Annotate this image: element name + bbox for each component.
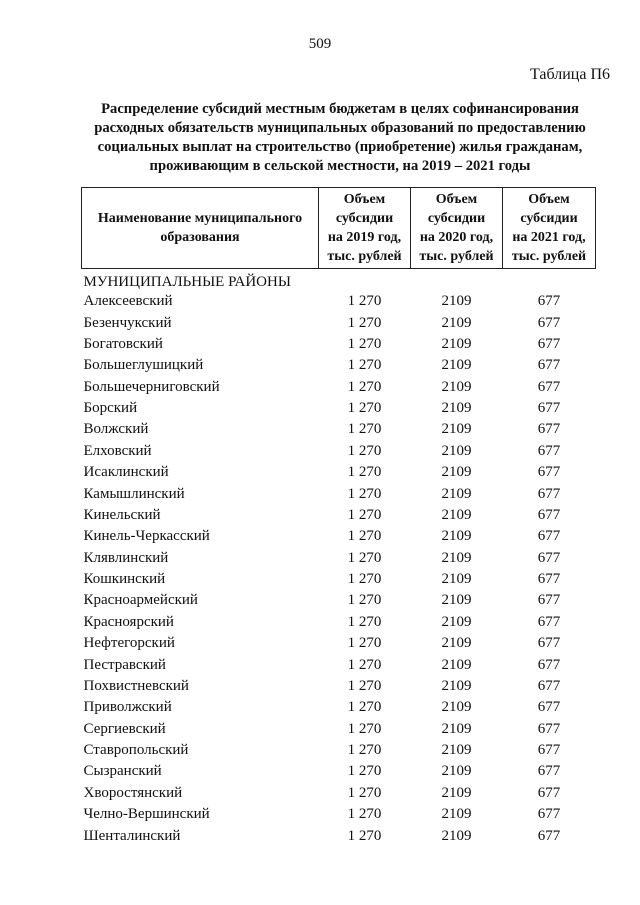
table-row <box>82 783 596 804</box>
subsidy-2019-cell: 1 270 <box>347 528 382 545</box>
municipality-name-cell: Красноармейский <box>83 592 198 609</box>
subsidy-2021-cell: 677 <box>537 421 561 438</box>
subsidy-2021-cell: 677 <box>537 335 561 352</box>
subsidy-2021-cell: 677 <box>537 763 561 780</box>
subsidy-2020-cell: 2109 <box>441 742 472 759</box>
subsidy-2020-cell: 2109 <box>441 442 472 459</box>
subsidy-2020-cell: 2109 <box>441 485 472 502</box>
header-text: субсидии <box>520 211 578 226</box>
table-caption: Таблица П6 <box>530 66 610 83</box>
subsidy-2021-cell: 677 <box>537 293 561 310</box>
subsidy-2020-cell: 2109 <box>441 400 472 417</box>
subsidy-2021-cell: 677 <box>537 357 561 374</box>
subsidy-2020-cell: 2109 <box>441 378 472 395</box>
subsidy-2021-cell: 677 <box>537 656 561 673</box>
table-row <box>82 676 596 697</box>
table-row <box>82 633 596 654</box>
title-line: проживающим в сельской местности, на 2019 – 2021 годы <box>149 158 531 174</box>
subsidy-2020-cell: 2109 <box>441 827 472 844</box>
header-text: субсидии <box>335 211 394 226</box>
subsidy-2021-cell: 677 <box>537 742 561 759</box>
subsidy-2021-cell: 677 <box>537 314 561 331</box>
subsidy-2020-cell: 2109 <box>441 592 472 609</box>
subsidy-2019-cell: 1 270 <box>347 506 382 523</box>
municipality-name-cell: Ставропольский <box>83 742 189 759</box>
subsidy-2019-cell: 1 270 <box>347 763 382 780</box>
subsidy-2020-cell: 2109 <box>441 549 472 566</box>
subsidy-2019-cell: 1 270 <box>347 442 382 459</box>
section-title: МУНИЦИПАЛЬНЫЕ РАЙОНЫ <box>83 274 291 290</box>
municipality-name-cell: Кинельский <box>83 506 161 523</box>
subsidy-2020-cell: 2109 <box>441 784 472 801</box>
table-row <box>82 334 596 355</box>
municipality-name-cell: Алексеевский <box>83 293 173 310</box>
header-text: тыс. рублей <box>327 249 402 264</box>
subsidy-2021-cell: 677 <box>537 442 561 459</box>
subsidy-2019-cell: 1 270 <box>347 464 382 481</box>
table-row <box>82 719 596 740</box>
subsidy-2021-cell: 677 <box>537 613 561 630</box>
subsidy-2019-cell: 1 270 <box>347 549 382 566</box>
subsidy-2021-cell: 677 <box>537 400 561 417</box>
subsidy-2020-cell: 2109 <box>441 506 472 523</box>
header-text: Наименование муниципального <box>97 211 303 226</box>
subsidy-2021-cell: 677 <box>537 720 561 737</box>
table-header-row <box>82 188 596 269</box>
subsidy-2021-cell: 677 <box>537 571 561 588</box>
table-row <box>82 548 596 569</box>
header-text: Объем <box>343 192 386 207</box>
subsidy-table <box>81 187 596 847</box>
subsidy-2019-cell: 1 270 <box>347 720 382 737</box>
table-row <box>82 398 596 419</box>
table-row <box>82 697 596 718</box>
table-row <box>82 483 596 504</box>
title-line: Распределение субсидий местным бюджетам в целях софинансирования <box>101 101 579 117</box>
municipality-name-cell: Челно-Вершинский <box>83 806 210 823</box>
subsidy-2021-cell: 677 <box>537 592 561 609</box>
header-text: на 2019 год, <box>327 230 402 245</box>
title-line: социальных выплат на строительство (приобретение) жилья гражданам, <box>97 139 583 155</box>
title-line: расходных обязательств муниципальных образований по предоставлению <box>94 120 586 136</box>
subsidy-2020-cell: 2109 <box>441 677 472 694</box>
header-text: образования <box>160 230 240 245</box>
table-row <box>82 612 596 633</box>
header-municipality-name <box>82 188 319 269</box>
table-row <box>82 419 596 440</box>
municipality-name-cell: Сызранский <box>83 763 162 780</box>
subsidy-2021-cell: 677 <box>537 699 561 716</box>
subsidy-2019-cell: 1 270 <box>347 677 382 694</box>
subsidy-2021-cell: 677 <box>537 827 561 844</box>
subsidy-2019-cell: 1 270 <box>347 806 382 823</box>
municipality-name-cell: Богатовский <box>83 335 163 352</box>
subsidy-2019-cell: 1 270 <box>347 827 382 844</box>
municipality-name-cell: Приволжский <box>83 699 172 716</box>
header-text: Объем <box>435 192 478 207</box>
table-row <box>82 377 596 398</box>
table-row <box>82 526 596 547</box>
subsidy-2020-cell: 2109 <box>441 357 472 374</box>
municipality-name-cell: Исаклинский <box>83 464 169 481</box>
municipality-name-cell: Хворостянский <box>83 784 183 801</box>
subsidy-2020-cell: 2109 <box>441 656 472 673</box>
subsidy-2021-cell: 677 <box>537 506 561 523</box>
header-text: на 2021 год, <box>512 230 586 245</box>
municipality-name-cell: Камышлинский <box>83 485 185 502</box>
subsidy-2021-cell: 677 <box>537 485 561 502</box>
table-row <box>82 761 596 782</box>
subsidy-2021-cell: 677 <box>537 528 561 545</box>
subsidy-2021-cell: 677 <box>537 549 561 566</box>
subsidy-2020-cell: 2109 <box>441 335 472 352</box>
subsidy-2019-cell: 1 270 <box>347 335 382 352</box>
municipality-name-cell: Большеглушицкий <box>83 357 204 374</box>
subsidy-2020-cell: 2109 <box>441 720 472 737</box>
subsidy-2019-cell: 1 270 <box>347 656 382 673</box>
header-subsidy-2019 <box>319 188 411 269</box>
table-row <box>82 590 596 611</box>
subsidy-2021-cell: 677 <box>537 378 561 395</box>
subsidy-2019-cell: 1 270 <box>347 485 382 502</box>
subsidy-2019-cell: 1 270 <box>347 357 382 374</box>
header-text: тыс. рублей <box>419 249 494 264</box>
municipality-name-cell: Красноярский <box>83 613 174 630</box>
municipality-name-cell: Волжский <box>83 421 149 438</box>
municipality-name-cell: Пестравский <box>83 656 166 673</box>
table-row <box>82 441 596 462</box>
subsidy-2020-cell: 2109 <box>441 699 472 716</box>
municipality-name-cell: Борский <box>83 400 138 417</box>
header-text: Объем <box>528 192 570 207</box>
table-row <box>82 569 596 590</box>
subsidy-2019-cell: 1 270 <box>347 293 382 310</box>
subsidy-2020-cell: 2109 <box>441 421 472 438</box>
document-title <box>60 100 620 176</box>
table-row <box>82 654 596 675</box>
table-row <box>82 825 596 846</box>
subsidy-2019-cell: 1 270 <box>347 400 382 417</box>
subsidy-2019-cell: 1 270 <box>347 784 382 801</box>
subsidy-2020-cell: 2109 <box>441 613 472 630</box>
subsidy-2019-cell: 1 270 <box>347 635 382 652</box>
municipality-name-cell: Клявлинский <box>83 549 169 566</box>
subsidy-2020-cell: 2109 <box>441 528 472 545</box>
page-number: 509 <box>308 36 332 52</box>
section-row <box>82 269 596 292</box>
subsidy-2019-cell: 1 270 <box>347 378 382 395</box>
table-row <box>82 505 596 526</box>
header-text: тыс. рублей <box>511 249 587 264</box>
subsidy-2021-cell: 677 <box>537 677 561 694</box>
subsidy-2021-cell: 677 <box>537 464 561 481</box>
subsidy-2020-cell: 2109 <box>441 314 472 331</box>
municipality-name-cell: Кошкинский <box>83 571 166 588</box>
subsidy-2020-cell: 2109 <box>441 763 472 780</box>
municipality-name-cell: Похвистневский <box>83 677 189 694</box>
municipality-name-cell: Нефтегорский <box>83 635 175 652</box>
header-subsidy-2020 <box>411 188 503 269</box>
subsidy-2021-cell: 677 <box>537 806 561 823</box>
municipality-name-cell: Безенчукский <box>83 314 172 331</box>
subsidy-2019-cell: 1 270 <box>347 699 382 716</box>
subsidy-2020-cell: 2109 <box>441 806 472 823</box>
subsidy-2021-cell: 677 <box>537 784 561 801</box>
table-row <box>82 355 596 376</box>
header-text: на 2020 год, <box>419 230 494 245</box>
subsidy-2019-cell: 1 270 <box>347 592 382 609</box>
table-row <box>82 291 596 312</box>
subsidy-2019-cell: 1 270 <box>347 314 382 331</box>
subsidy-2019-cell: 1 270 <box>347 613 382 630</box>
table-row <box>82 312 596 333</box>
subsidy-2021-cell: 677 <box>537 635 561 652</box>
subsidy-2020-cell: 2109 <box>441 635 472 652</box>
municipality-name-cell: Елховский <box>83 442 152 459</box>
header-subsidy-2021 <box>503 188 596 269</box>
municipality-name-cell: Сергиевский <box>83 720 166 737</box>
subsidy-2020-cell: 2109 <box>441 293 472 310</box>
subsidy-2020-cell: 2109 <box>441 464 472 481</box>
table-row <box>82 740 596 761</box>
header-text: субсидии <box>427 211 486 226</box>
municipality-name-cell: Кинель-Черкасский <box>83 528 210 545</box>
subsidy-2019-cell: 1 270 <box>347 571 382 588</box>
subsidy-2019-cell: 1 270 <box>347 742 382 759</box>
table-row <box>82 462 596 483</box>
subsidy-2019-cell: 1 270 <box>347 421 382 438</box>
municipality-name-cell: Шенталинский <box>83 827 181 844</box>
municipality-name-cell: Большечерниговский <box>83 378 220 395</box>
table-row <box>82 804 596 825</box>
subsidy-2020-cell: 2109 <box>441 571 472 588</box>
